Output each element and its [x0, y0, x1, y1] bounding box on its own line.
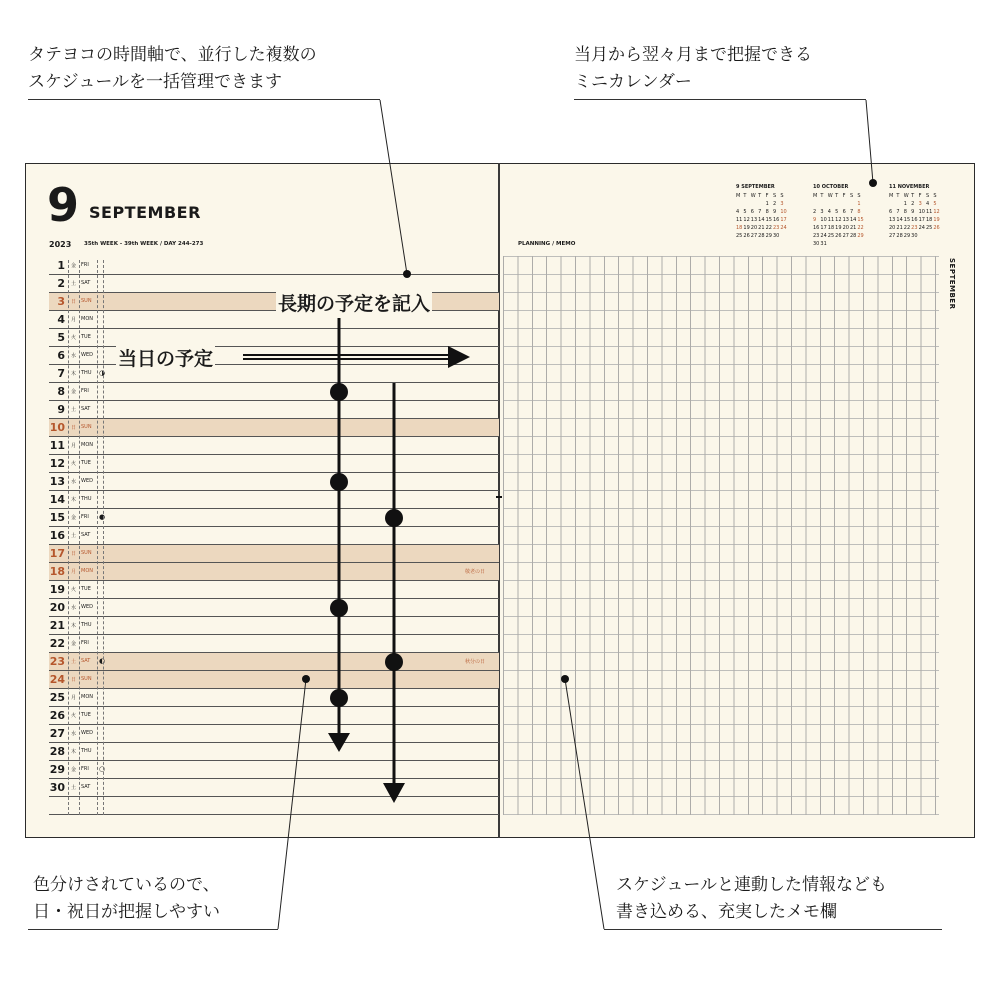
day-of-week: WED — [81, 730, 93, 736]
month-number: 9 — [47, 178, 80, 232]
day-kanji: 水 — [71, 731, 77, 737]
day-of-week: FRI — [81, 766, 89, 772]
mini-date: 11 — [827, 217, 835, 223]
mini-date: 18 — [827, 225, 835, 231]
day-kanji: 火 — [71, 335, 77, 341]
day-kanji: 木 — [71, 371, 77, 377]
mini-date: 28 — [896, 233, 903, 239]
mini-date: 28 — [758, 233, 765, 239]
day-number: 5 — [57, 331, 65, 344]
mini-date: 13 — [889, 217, 896, 223]
mini-date: 21 — [896, 225, 903, 231]
vertical-month-tab: SEPTEMBER — [948, 258, 956, 310]
day-of-week: TUE — [81, 712, 91, 718]
event-dot — [330, 599, 348, 617]
mini-date: 2 — [911, 201, 915, 207]
leader-dot — [869, 179, 877, 187]
memo-label: PLANNING / MEMO — [518, 241, 576, 247]
mini-date: 9 — [911, 209, 915, 215]
mini-date: 6 — [889, 209, 893, 215]
callout-same-day: 当日の予定 — [116, 344, 215, 371]
holiday-name: 秋分の日 — [464, 659, 485, 665]
day-number: 2 — [57, 277, 65, 290]
mini-date: 10 — [918, 209, 925, 215]
mini-date: 16 — [772, 217, 780, 223]
mini-date: 1 — [765, 201, 769, 207]
mini-date: 12 — [933, 209, 940, 215]
leader-dot — [561, 675, 569, 683]
day-kanji: 火 — [71, 461, 77, 467]
day-of-week: TUE — [81, 460, 91, 466]
day-kanji: 月 — [71, 317, 77, 323]
mini-date: 3 — [918, 201, 922, 207]
day-kanji: 木 — [71, 623, 77, 629]
annotation-line: 当月から翌々月まで把握できる — [574, 45, 812, 65]
mini-date: 14 — [758, 217, 765, 223]
mini-date: 26 — [835, 233, 842, 239]
day-kanji: 土 — [71, 533, 77, 539]
leader-line — [278, 679, 306, 929]
mini-date: 7 — [896, 209, 900, 215]
mini-date: 10 — [820, 217, 827, 223]
mini-date: 24 — [918, 225, 925, 231]
mini-date: 24 — [780, 225, 787, 231]
day-number: 14 — [49, 493, 65, 506]
day-of-week: TUE — [81, 334, 91, 340]
moon-phase-icon: ● — [99, 513, 106, 521]
day-number: 27 — [49, 727, 65, 740]
mini-date: 30 — [813, 241, 820, 247]
day-number: 25 — [49, 691, 65, 704]
day-kanji: 月 — [71, 443, 77, 449]
day-number: 8 — [57, 385, 65, 398]
day-number: 24 — [49, 673, 65, 686]
day-kanji: 火 — [71, 713, 77, 719]
day-of-week: WED — [81, 604, 93, 610]
mini-date: 19 — [835, 225, 842, 231]
mini-date: 17 — [780, 217, 787, 223]
mini-date: 16 — [911, 217, 918, 223]
leader-dot — [302, 675, 310, 683]
leader-line — [380, 100, 407, 274]
mini-weekday: S — [925, 193, 930, 199]
day-of-week: SAT — [81, 280, 91, 286]
mini-weekday: S — [933, 193, 937, 199]
day-of-week: SAT — [81, 532, 91, 538]
day-kanji: 木 — [71, 749, 77, 755]
mini-date: 29 — [857, 233, 864, 239]
event-dot — [385, 509, 403, 527]
day-number: 18 — [49, 565, 65, 578]
mini-date: 20 — [889, 225, 896, 231]
mini-date: 26 — [743, 233, 750, 239]
mini-date: 15 — [903, 217, 911, 223]
mini-date: 30 — [772, 233, 780, 239]
mini-weekday: T — [835, 193, 839, 199]
day-number: 13 — [49, 475, 65, 488]
mini-date: 6 — [750, 209, 754, 215]
day-number: 7 — [57, 367, 65, 380]
mini-weekday: T — [896, 193, 900, 199]
mini-date: 5 — [933, 201, 937, 207]
week-info: 35th WEEK - 39th WEEK / DAY 244-273 — [84, 241, 204, 247]
mini-date: 4 — [925, 201, 930, 207]
mini-date: 2 — [813, 209, 817, 215]
mini-date: 18 — [736, 225, 743, 231]
event-dot — [330, 689, 348, 707]
day-of-week: SUN — [81, 676, 92, 682]
mini-weekday: M — [889, 193, 894, 199]
mini-weekday: F — [765, 193, 769, 199]
mini-date: 19 — [933, 217, 940, 223]
mini-weekday: W — [903, 193, 909, 199]
mini-date: 27 — [889, 233, 896, 239]
mini-date: 10 — [780, 209, 787, 215]
day-number: 28 — [49, 745, 65, 758]
mini-date: 25 — [736, 233, 743, 239]
day-number: 15 — [49, 511, 65, 524]
day-of-week: FRI — [81, 388, 89, 394]
day-of-week: MON — [81, 694, 93, 700]
mini-date: 17 — [820, 225, 827, 231]
mini-date: 22 — [857, 225, 864, 231]
day-of-week: MON — [81, 442, 93, 448]
mini-date: 9 — [772, 209, 777, 215]
mini-weekday: T — [820, 193, 824, 199]
day-of-week: SAT — [81, 784, 91, 790]
day-kanji: 金 — [71, 515, 77, 521]
mini-date: 7 — [849, 209, 854, 215]
day-kanji: 日 — [71, 551, 77, 557]
mini-date: 13 — [842, 217, 849, 223]
mini-date: 1 — [903, 201, 907, 207]
mini-weekday: S — [780, 193, 784, 199]
mini-weekday: W — [827, 193, 833, 199]
leader-line — [565, 679, 604, 929]
day-kanji: 月 — [71, 695, 77, 701]
day-kanji: 木 — [71, 497, 77, 503]
day-of-week: FRI — [81, 262, 89, 268]
annotation-line: タテヨコの時間軸で、並行した複数の — [28, 45, 317, 65]
mini-date: 2 — [772, 201, 777, 207]
annotation-line: 日・祝日が把握しやすい — [33, 902, 220, 922]
mini-date: 25 — [925, 225, 933, 231]
day-number: 9 — [57, 403, 65, 416]
mini-weekday: T — [743, 193, 747, 199]
day-number: 17 — [49, 547, 65, 560]
mini-weekday: M — [736, 193, 741, 199]
day-number: 1 — [57, 259, 65, 272]
mini-weekday: S — [772, 193, 777, 199]
mini-date: 22 — [765, 225, 772, 231]
mini-date: 21 — [758, 225, 765, 231]
mini-date: 12 — [743, 217, 750, 223]
moon-phase-icon: ◐ — [99, 657, 106, 665]
mini-date: 18 — [925, 217, 933, 223]
mini-date: 28 — [849, 233, 857, 239]
mini-date: 22 — [903, 225, 911, 231]
day-number: 22 — [49, 637, 65, 650]
day-number: 16 — [49, 529, 65, 542]
moon-phase-icon: ○ — [99, 765, 106, 773]
mini-date: 31 — [820, 241, 827, 247]
day-of-week: FRI — [81, 640, 89, 646]
day-kanji: 水 — [71, 605, 77, 611]
mini-date: 23 — [911, 225, 918, 231]
day-number: 6 — [57, 349, 65, 362]
mini-weekday: W — [750, 193, 756, 199]
mini-date: 15 — [765, 217, 772, 223]
day-kanji: 金 — [71, 389, 77, 395]
day-of-week: SUN — [81, 424, 92, 430]
mini-date: 3 — [780, 201, 784, 207]
mini-date: 24 — [820, 233, 827, 239]
mini-date: 19 — [743, 225, 750, 231]
arrow-head — [448, 346, 470, 368]
mini-date: 11 — [925, 209, 933, 215]
day-of-week: TUE — [81, 586, 91, 592]
day-kanji: 水 — [71, 479, 77, 485]
day-number: 11 — [49, 439, 65, 452]
day-number: 23 — [49, 655, 65, 668]
mini-date: 8 — [765, 209, 769, 215]
mini-date: 5 — [743, 209, 747, 215]
mini-date: 7 — [758, 209, 762, 215]
day-of-week: THU — [81, 370, 92, 376]
day-of-week: FRI — [81, 514, 89, 520]
day-kanji: 日 — [71, 425, 77, 431]
mini-date: 16 — [813, 225, 820, 231]
event-dot — [330, 383, 348, 401]
mini-date: 15 — [857, 217, 864, 223]
mini-weekday: F — [918, 193, 922, 199]
mini-date: 12 — [835, 217, 842, 223]
annotation-line: 書き込める、充実したメモ欄 — [616, 902, 837, 922]
mini-weekday: T — [911, 193, 915, 199]
day-kanji: 金 — [71, 767, 77, 773]
mini-date: 11 — [736, 217, 743, 223]
arrow-head — [383, 783, 405, 803]
day-number: 21 — [49, 619, 65, 632]
leader-dot — [403, 270, 411, 278]
day-number: 26 — [49, 709, 65, 722]
day-kanji: 土 — [71, 785, 77, 791]
mini-date: 26 — [933, 225, 940, 231]
annotation-line: スケジュールと連動した情報なども — [616, 875, 887, 895]
holiday-name: 敬老の日 — [464, 569, 485, 575]
mini-weekday: F — [842, 193, 846, 199]
day-kanji: 日 — [71, 299, 77, 305]
day-number: 29 — [49, 763, 65, 776]
day-of-week: SAT — [81, 406, 91, 412]
leader-line — [866, 100, 873, 183]
event-dot — [330, 473, 348, 491]
event-dot — [385, 653, 403, 671]
day-number: 30 — [49, 781, 65, 794]
mini-date: 6 — [842, 209, 846, 215]
day-of-week: THU — [81, 748, 92, 754]
mini-calendar-title: 9 SEPTEMBER — [736, 184, 775, 190]
mini-date: 4 — [827, 209, 831, 215]
day-kanji: 金 — [71, 263, 77, 269]
mini-date: 8 — [903, 209, 907, 215]
day-kanji: 月 — [71, 569, 77, 575]
day-number: 12 — [49, 457, 65, 470]
mini-date: 3 — [820, 209, 824, 215]
day-kanji: 土 — [71, 281, 77, 287]
mini-date: 4 — [736, 209, 740, 215]
day-number: 3 — [57, 295, 65, 308]
mini-weekday: S — [857, 193, 861, 199]
day-of-week: SAT — [81, 658, 91, 664]
day-number: 20 — [49, 601, 65, 614]
day-of-week: THU — [81, 496, 92, 502]
mini-date: 8 — [857, 209, 861, 215]
moon-phase-icon: ◑ — [99, 369, 106, 377]
mini-date: 21 — [849, 225, 857, 231]
day-of-week: THU — [81, 622, 92, 628]
callout-long-term: 長期の予定を記入 — [276, 289, 432, 316]
day-kanji: 土 — [71, 407, 77, 413]
mini-date: 14 — [849, 217, 857, 223]
mini-date: 27 — [842, 233, 849, 239]
annotation-line: ミニカレンダー — [574, 72, 692, 92]
day-kanji: 日 — [71, 677, 77, 683]
mini-date: 29 — [903, 233, 911, 239]
day-kanji: 水 — [71, 353, 77, 359]
day-number: 19 — [49, 583, 65, 596]
day-of-week: WED — [81, 352, 93, 358]
annotation-line: 色分けされているので、 — [33, 875, 220, 895]
day-of-week: SUN — [81, 298, 92, 304]
mini-date: 17 — [918, 217, 925, 223]
day-of-week: SUN — [81, 550, 92, 556]
day-kanji: 土 — [71, 659, 77, 665]
mini-date: 20 — [750, 225, 758, 231]
mini-calendar-title: 11 NOVEMBER — [889, 184, 930, 190]
mini-weekday: M — [813, 193, 818, 199]
mini-weekday: S — [849, 193, 854, 199]
mini-date: 25 — [827, 233, 835, 239]
mini-date: 14 — [896, 217, 903, 223]
mini-date: 9 — [813, 217, 817, 223]
mini-date: 5 — [835, 209, 839, 215]
mini-date: 30 — [911, 233, 918, 239]
annotation-line: スケジュールを一括管理できます — [28, 72, 282, 92]
month-name: SEPTEMBER — [89, 203, 201, 222]
mini-date: 29 — [765, 233, 772, 239]
mini-date: 20 — [842, 225, 849, 231]
day-of-week: MON — [81, 568, 93, 574]
day-of-week: WED — [81, 478, 93, 484]
day-kanji: 火 — [71, 587, 77, 593]
mini-date: 13 — [750, 217, 758, 223]
mini-calendar-title: 10 OCTOBER — [813, 184, 849, 190]
day-kanji: 金 — [71, 641, 77, 647]
arrow-head — [328, 733, 350, 752]
day-number: 4 — [57, 313, 65, 326]
mini-weekday: T — [758, 193, 762, 199]
mini-date: 27 — [750, 233, 758, 239]
year: 2023 — [49, 240, 72, 249]
mini-date: 23 — [813, 233, 820, 239]
day-of-week: MON — [81, 316, 93, 322]
mini-date: 1 — [857, 201, 861, 207]
mini-date: 23 — [772, 225, 780, 231]
day-number: 10 — [49, 421, 65, 434]
